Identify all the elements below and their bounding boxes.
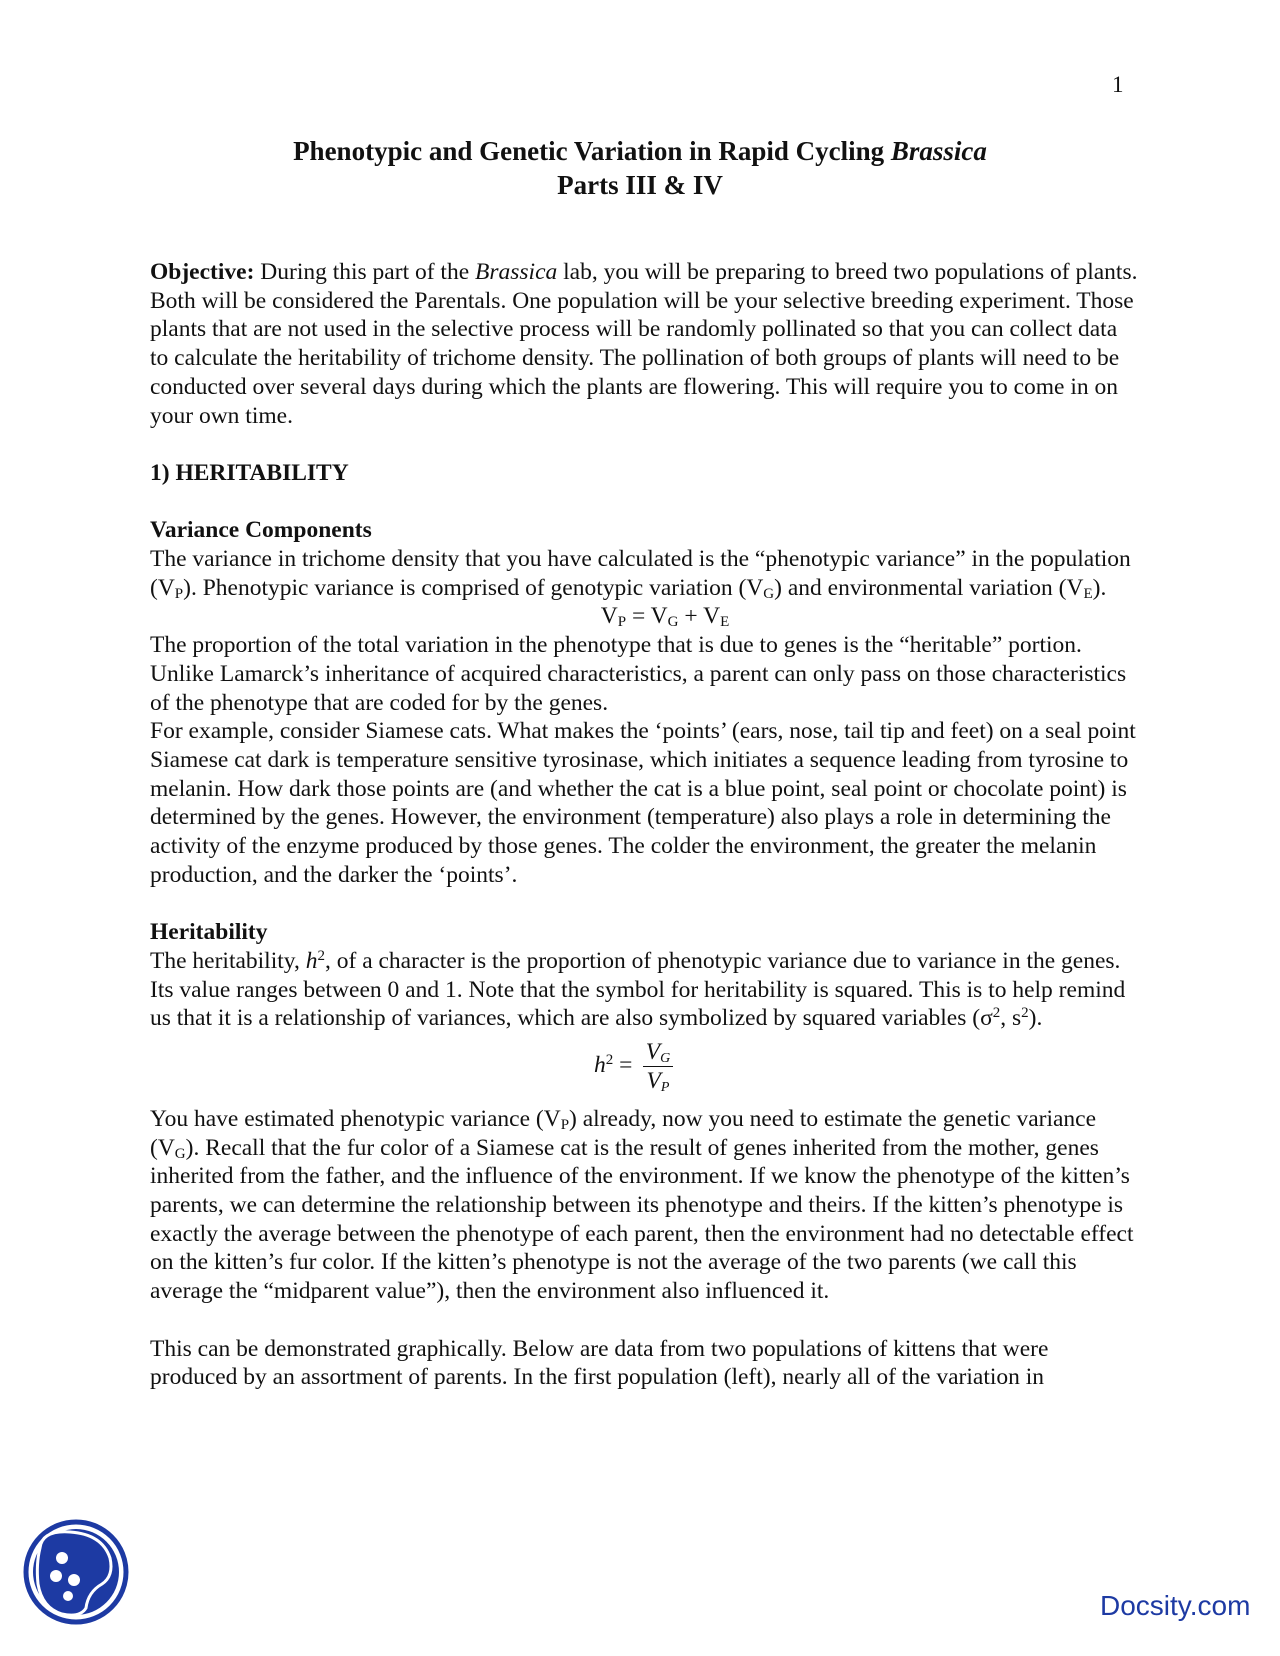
equation-fraction — [643, 1039, 673, 1094]
subheading-variance-components: Variance Components — [150, 517, 372, 544]
heritability-paragraph-1: The heritability, $h^2$, of a character is the proportion of phenotypic variance due to variance in the genes. Its value ranges between 0 and 1. Note that the symbol for heritability is squared. This is to help remind us that it is a relationship of variances, which are also symbolized by squared variables ($\sigma^2$, $s^2$). — [150, 947, 1126, 1032]
docsity-logo-icon[interactable] — [22, 1518, 130, 1626]
fraction-bar — [643, 1066, 673, 1067]
variance-paragraph-2: The proportion of the total variation in the phenotype that is due to genes is the “heritable” portion. Unlike Lamarck’s inheritance of acquired characteristics, a parent can only pass on those characteristics of the phenotype that are coded for by the genes. — [150, 632, 1127, 716]
document-body — [150, 258, 1140, 1392]
docsity-brand-link[interactable]: Docsity.com — [1100, 1590, 1251, 1621]
title-line-2: Parts III & IV — [557, 170, 723, 200]
heritability-paragraph-2: You have estimated phenotypic variance $(V_P)$ already, now you need to estimate the genetic variance $(V_G)$. Recall that the fur color of a Siamese cat is the result of genes inherited from the mother, genes inherited from the father, and the influence of the environment. If we know the phenotype of the kitten’s parents, we can determine the relationship between its phenotype and theirs. If the kitten’s phenotype is exactly the average between the phenotype of each parent, then the environment had no detectable effect on the kitten’s fur color. If the kitten’s phenotype is not the average of the two parents (we call this average the “midparent value”), then the environment also influenced it. — [150, 1105, 1134, 1305]
heritability-equation — [150, 1033, 1140, 1105]
page-number: 1 — [1112, 72, 1124, 97]
variance-equation: $V_P = V_G + V_E$ — [600, 603, 730, 631]
page-title — [0, 134, 1280, 202]
objective-paragraph: Objective: During this part of the Brassica lab, you will be preparing to breed two populations of plants. Both will be considered the Parentals. One population will be your selective breeding experiment. Those plants that are not used in the selective process will be randomly pollinated so that you can collect data to calculate the heritability of trichome density. The pollination of both groups of plants will need to be conducted over several days during which the plants are flowering. This will require you to come in on your own time. — [150, 259, 1138, 429]
title-line-1: Phenotypic and Genetic Variation in Rapid Cycling Brassica — [293, 136, 987, 166]
variance-paragraph-3: For example, consider Siamese cats. What makes the ‘points’ (ears, nose, tail tip and feet) on a seal point Siamese cat dark is temperature sensitive tyrosinase, which initiates a sequence leading from tyrosine to melanin. How dark those points are (and whether the cat is a blue point, seal point or chocolate point) is determined by the genes. However, the environment (temperature) also plays a role in determining the activity of the enzyme produced by those genes. The colder the environment, the greater the melanin production, and the darker the ‘points’. — [150, 718, 1136, 888]
variance-paragraph-1: The variance in trichome density that you have calculated is the “phenotypic variance” in the population $(V_P)$. Phenotypic variance is comprised of genotypic variation $(V_G)$ and environmental variation $(V_E)$. — [150, 546, 1131, 602]
fraction-numerator: $V_G$ — [645, 1038, 671, 1066]
subheading-heritability: Heritability — [150, 919, 268, 946]
heritability-paragraph-3: This can be demonstrated graphically. Below are data from two populations of kittens that were produced by an assortment of parents. In the first population (left), nearly all of the variation in — [150, 1335, 1049, 1391]
fraction-denominator: $V_P$ — [646, 1067, 670, 1095]
section-heading-heritability: 1) HERITABILITY — [150, 459, 349, 486]
equation-lhs: $h^2$ = — [594, 1051, 633, 1078]
